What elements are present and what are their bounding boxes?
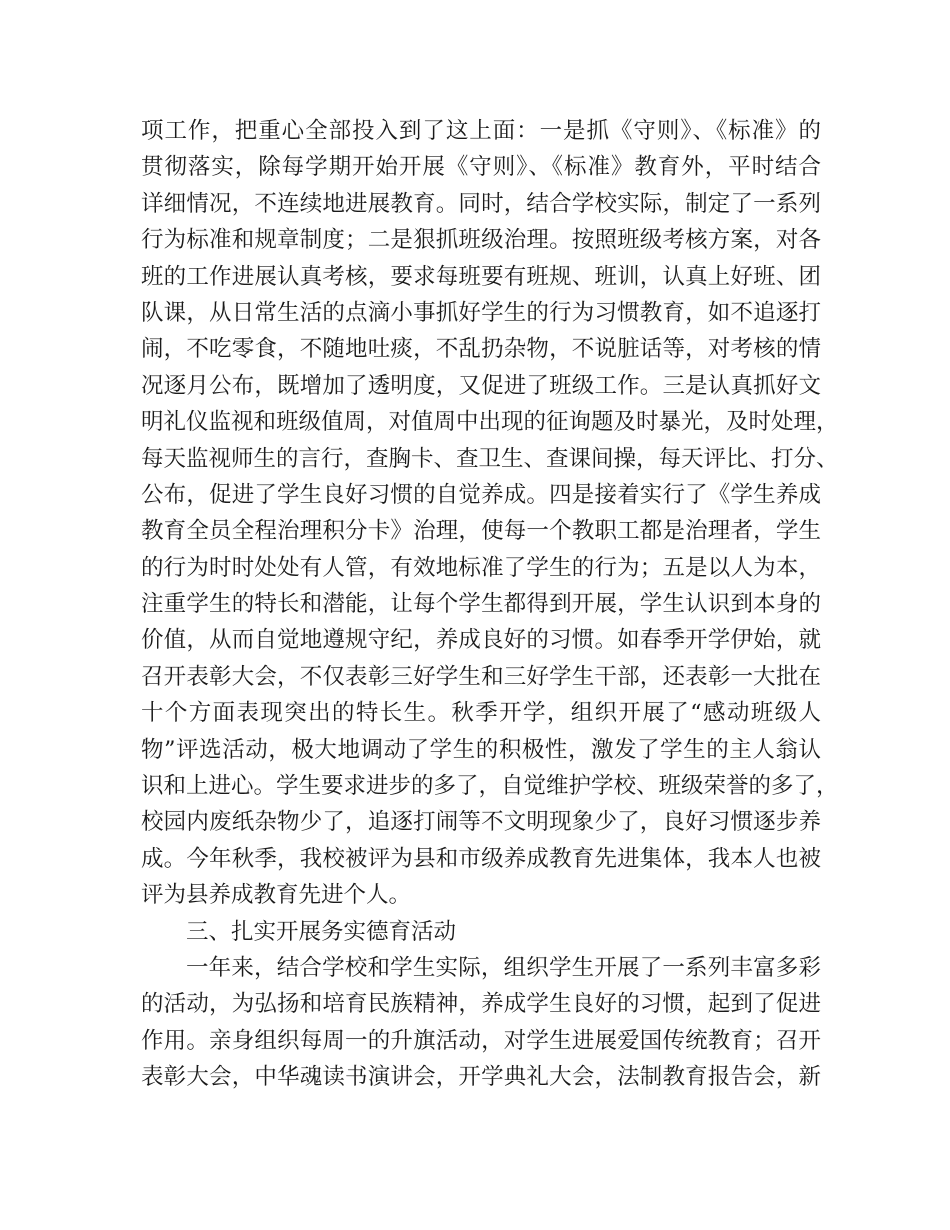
- text-line: 的行为时时处处有人管，有效地标准了学生的行为；五是以人为本，: [141, 554, 821, 581]
- text-line: 班的工作进展认真考核，要求每班要有班规、班训，认真上好班、团: [141, 263, 821, 290]
- text-line: 每天监视师生的言行，查胸卡、查卫生、查课间操，每天评比、打分、: [141, 445, 839, 472]
- text-line: 物”评选活动，极大地调动了学生的积极性，激发了学生的主人翁认: [141, 736, 821, 763]
- text-line: 一年来，结合学校和学生实际，组织学生开展了一系列丰富多彩: [186, 954, 821, 981]
- text-line: 校园内废纸杂物少了，追逐打闹等不文明现象少了，良好习惯逐步养: [141, 809, 821, 836]
- text-line: 项工作，把重心全部投入到了这上面：一是抓《守则》、《标准》的: [141, 118, 821, 144]
- text-line: 教育全员全程治理积分卡》治理，使每一个教职工都是治理者，学生: [141, 518, 821, 545]
- text-line: 价值，从而自觉地遵规守纪，养成良好的习惯。如春季开学伊始，就: [141, 627, 821, 654]
- text-line: 贯彻落实，除每学期开始开展《守则》、《标准》教育外，平时结合: [141, 154, 821, 181]
- text-line: 明礼仪监视和班级值周，对值周中出现的征询题及时暴光，及时处理，: [141, 409, 839, 436]
- text-line: 十个方面表现突出的特长生。秋季开学，组织开展了“感动班级人: [141, 700, 821, 727]
- text-line: 成。今年秋季，我校被评为县和市级养成教育先进集体，我本人也被: [141, 845, 821, 872]
- text-line: 评为县养成教育先进个人。: [141, 882, 412, 909]
- text-line: 公布，促进了学生良好习惯的自觉养成。四是接着实行了《学生养成: [141, 481, 821, 508]
- text-line: 的活动，为弘扬和培育民族精神，养成学生良好的习惯，起到了促进: [141, 991, 821, 1018]
- text-line: 详细情况，不连续地进展教育。同时，结合学校实际，制定了一系列: [141, 190, 821, 217]
- text-line: 表彰大会，中华魂读书演讲会，开学典礼大会，法制教育报告会，新: [141, 1064, 821, 1091]
- text-line: 作用。亲身组织每周一的升旗活动，对学生进展爱国传统教育；召开: [141, 1027, 821, 1054]
- text-line: 队课，从日常生活的点滴小事抓好学生的行为习惯教育，如不追逐打: [141, 299, 821, 326]
- text-line: 召开表彰大会，不仅表彰三好学生和三好学生干部，还表彰一大批在: [141, 663, 821, 690]
- text-line: 识和上进心。学生要求进步的多了，自觉维护学校、班级荣誉的多了，: [141, 773, 839, 800]
- text-line: 行为标准和规章制度；二是狠抓班级治理。按照班级考核方案，对各: [141, 227, 821, 254]
- section-heading: 三、扎实开展务实德育活动: [186, 918, 457, 945]
- document-body-text: [141, 113, 839, 1096]
- text-line: 注重学生的特长和潜能，让每个学生都得到开展，学生认识到本身的: [141, 591, 821, 618]
- text-line: 况逐月公布，既增加了透明度，又促进了班级工作。三是认真抓好文: [141, 372, 821, 399]
- text-line: 闹，不吃零食，不随地吐痰，不乱扔杂物，不说脏话等，对考核的情: [141, 336, 821, 363]
